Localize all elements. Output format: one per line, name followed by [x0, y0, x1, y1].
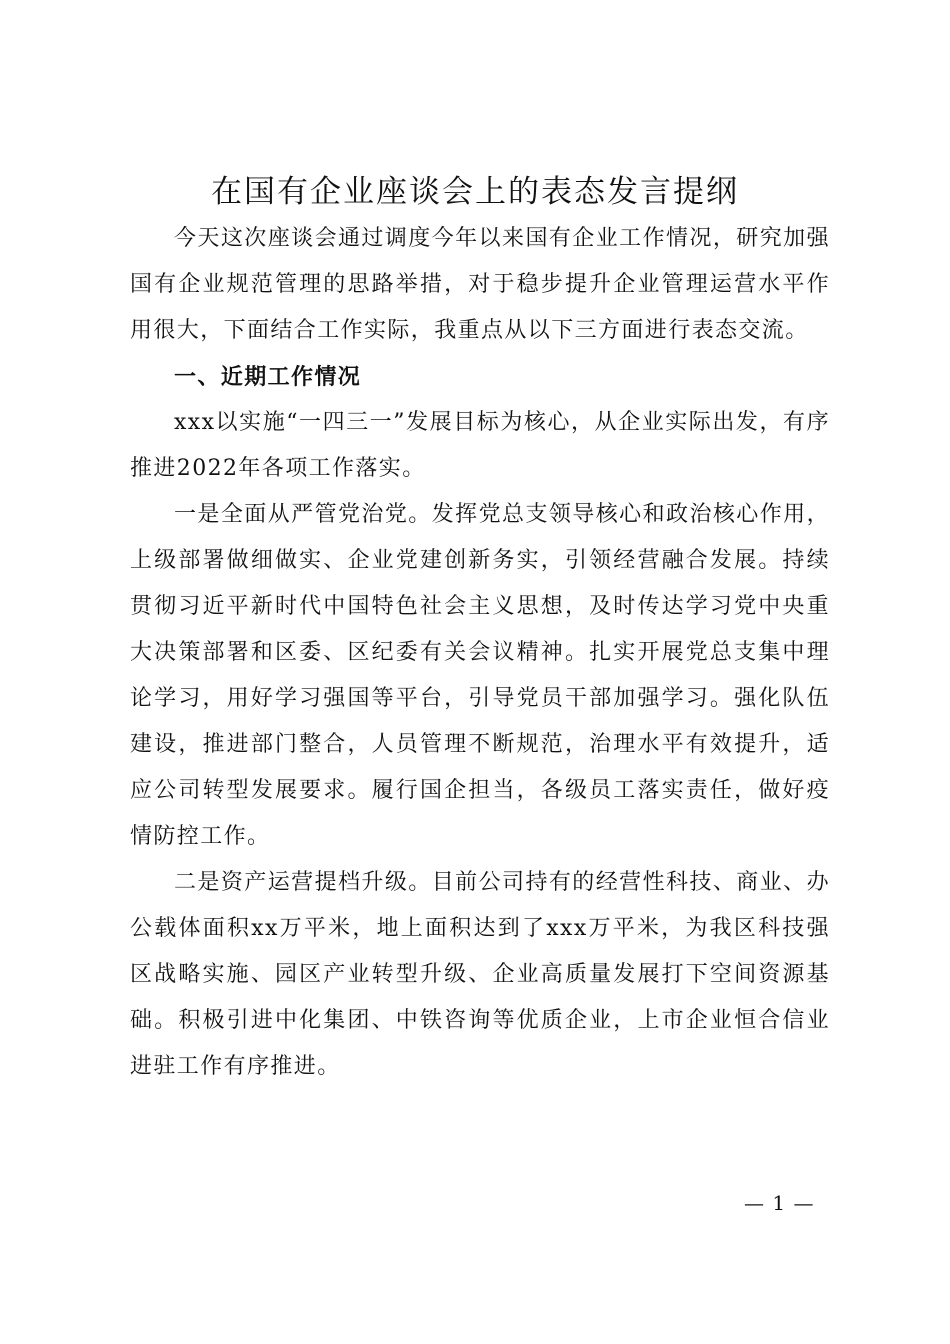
document-body: [130, 216, 830, 1090]
page-number: — 1 —: [744, 1191, 815, 1215]
body-paragraph: 二是资产运营提档升级。目前公司持有的经营性科技、商业、办公载体面积xx万平米，地上面积达到了xxx万平米，为我区科技强区战略实施、园区产业转型升级、企业高质量发展打下空间资源基础。积极引进中化集团、中铁咨询等优质企业，上市企业恒合信业进驻工作有序推进。: [130, 870, 830, 1079]
document-title: 在国有企业座谈会上的表态发言提纲: [211, 174, 739, 210]
body-paragraph: xxx以实施“一四三一”发展目标为核心，从企业实际出发，有序推进2022年各项工作落实。: [130, 410, 830, 481]
section-heading: 一、近期工作情况: [174, 364, 362, 390]
intro-paragraph: 今天这次座谈会通过调度今年以来国有企业工作情况，研究加强国有企业规范管理的思路举措，对于稳步提升企业管理运营水平作用很大，下面结合工作实际，我重点从以下三方面进行表态交流。: [130, 226, 830, 343]
body-paragraph: 一是全面从严管党治党。发挥党总支领导核心和政治核心作用，上级部署做细做实、企业党建创新务实，引领经营融合发展。持续贯彻习近平新时代中国特色社会主义思想，及时传达学习党中央重大决策部署和区委、区纪委有关会议精神。扎实开展党总支集中理论学习，用好学习强国等平台，引导党员干部加强学习。强化队伍建设，推进部门整合，人员管理不断规范，治理水平有效提升，适应公司转型发展要求。履行国企担当，各级员工落实责任，做好疫情防控工作。: [130, 502, 830, 849]
